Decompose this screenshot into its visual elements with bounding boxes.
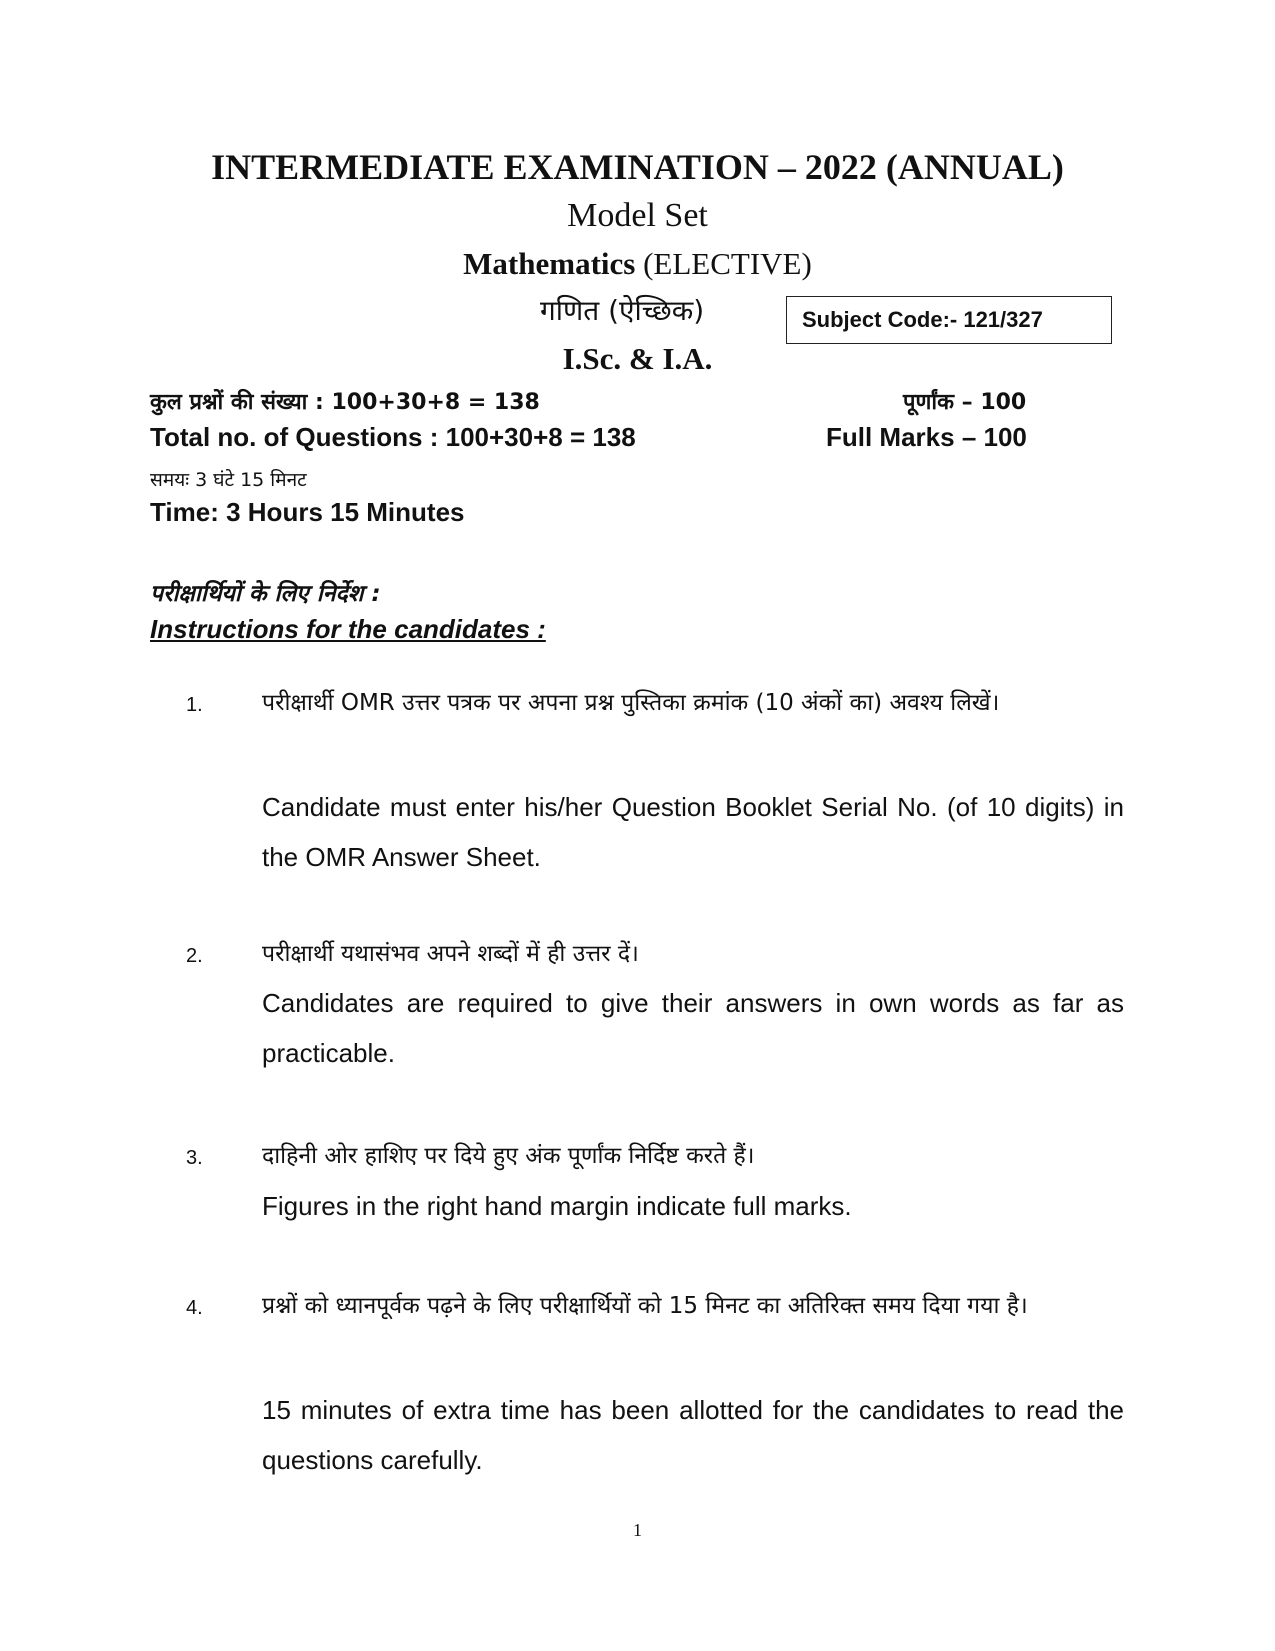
full-marks-english: Full Marks – 100: [826, 422, 1027, 452]
page-number: 1: [633, 1520, 642, 1540]
instruction-number: 3.: [186, 1147, 203, 1169]
instruction-english: Candidates are required to give their answers in own words as far as practicable.: [262, 988, 1124, 1068]
full-marks-hindi: पूर्णांक – 100: [903, 390, 1027, 415]
subject-code-box: Subject Code:- 121/327: [786, 296, 1112, 344]
instruction-english: 15 minutes of extra time has been allotted for the candidates to read the questions carefully.: [262, 1395, 1124, 1475]
instruction-english: Figures in the right hand margin indicate full marks.: [262, 1191, 852, 1221]
streams-label: I.Sc. & I.A.: [562, 341, 713, 376]
time-english: Time: 3 Hours 15 Minutes: [150, 497, 465, 527]
model-set-label: Model Set: [567, 197, 708, 234]
time-hindi: समयः 3 घंटे 15 मिनट: [150, 469, 307, 491]
instruction-number: 1.: [186, 694, 203, 716]
subject-title: [0, 246, 1275, 282]
exam-title: INTERMEDIATE EXAMINATION – 2022 (ANNUAL): [211, 147, 1064, 187]
instruction-english: Candidate must enter his/her Question Booklet Serial No. (of 10 digits) in the OMR Answer Sheet.: [262, 792, 1124, 872]
instructions-heading-english: Instructions for the candidates :: [150, 614, 546, 644]
instruction-hindi: दाहिनी ओर हाशिए पर दिये हुए अंक पूर्णांक निर्दिष्ट करते हैं।: [262, 1143, 755, 1169]
instruction-hindi: परीक्षार्थी यथासंभव अपने शब्दों में ही उत्तर दें।: [262, 941, 639, 967]
total-questions-english: Total no. of Questions : 100+30+8 = 138: [150, 422, 636, 452]
instruction-number: 2.: [186, 945, 203, 967]
subject-name: Mathematics: [463, 246, 636, 281]
total-questions-hindi: कुल प्रश्नों की संख्या : 100+30+8 = 138: [150, 390, 540, 415]
instruction-hindi: परीक्षार्थी OMR उत्तर पत्रक पर अपना प्रश्न पुस्तिका क्रमांक (10 अंकों का) अवश्य लिखें।: [262, 690, 1000, 716]
subject-title-hindi: गणित (ऐच्छिक): [540, 294, 705, 327]
subject-type: (ELECTIVE): [635, 246, 812, 281]
instruction-hindi: प्रश्नों को ध्यानपूर्वक पढ़ने के लिए परीक्षार्थियों को 15 मिनट का अतिरिक्त समय दिया गया है।: [262, 1293, 1028, 1319]
instructions-heading-hindi: परीक्षार्थियों के लिए निर्देश :: [150, 581, 381, 607]
instruction-number: 4.: [186, 1297, 203, 1319]
